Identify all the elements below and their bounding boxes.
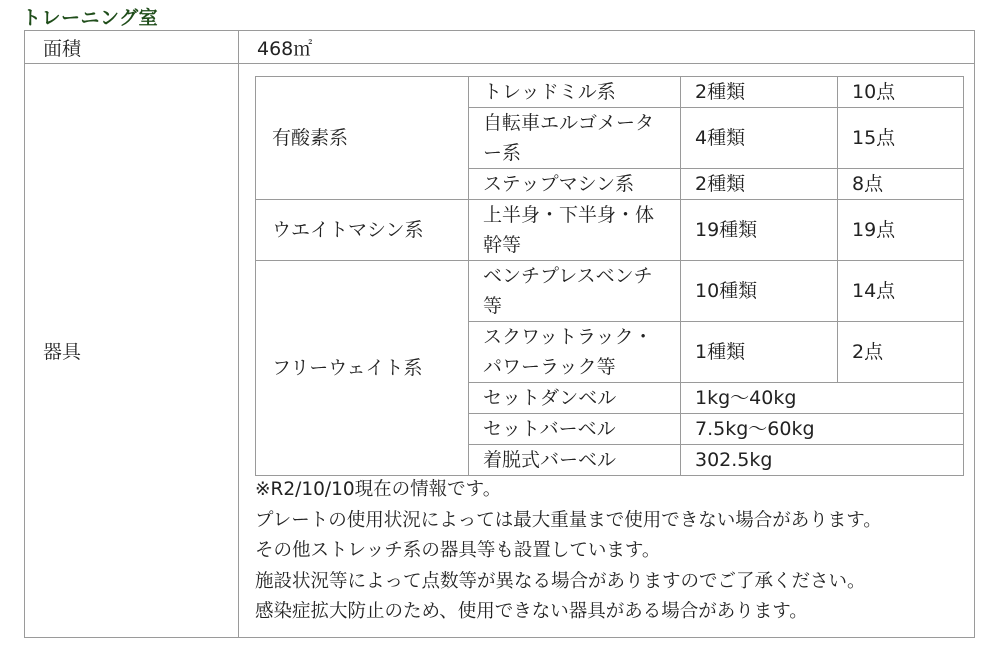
item-name-line: トレッドミル系 — [483, 81, 616, 103]
area-row — [25, 31, 975, 64]
count-cell: 2点 — [838, 322, 964, 383]
item-name-line: 等 — [483, 295, 503, 317]
item-name-line: 幹等 — [483, 234, 522, 256]
note-line: 感染症拡大防止のため、使用できない器具がある場合があります。 — [255, 601, 808, 622]
notes — [255, 475, 882, 628]
count-cell: 15点 — [838, 108, 964, 169]
weight-range-cell: 7.5kg〜60kg — [681, 414, 964, 445]
kinds-cell: 2種類 — [681, 77, 838, 108]
section-title: トレーニング室 — [22, 7, 159, 29]
area-value: 468㎡ — [239, 31, 975, 64]
category-cell: 有酸素系 — [256, 77, 469, 200]
item-name-line: ステップマシン系 — [483, 173, 635, 195]
note-line: プレートの使用状況によっては最大重量まで使用できない場合があります。 — [255, 509, 882, 531]
item-name-cell — [469, 169, 681, 200]
category-cell: フリーウェイト系 — [256, 261, 469, 476]
equipment-row — [25, 64, 975, 638]
category-cell: ウエイトマシン系 — [256, 200, 469, 261]
equipment-item-row — [256, 200, 964, 261]
count-cell: 19点 — [838, 200, 964, 261]
area-label: 面積 — [25, 31, 239, 64]
item-name-cell — [469, 200, 681, 261]
item-name-line: スクワットラック・ — [483, 326, 653, 348]
item-name-cell — [469, 261, 681, 322]
item-name-line: パワーラック等 — [483, 356, 616, 378]
weight-range-cell: 302.5kg — [681, 445, 964, 476]
kinds-cell: 10種類 — [681, 261, 838, 322]
kinds-cell: 1種類 — [681, 322, 838, 383]
equipment-table — [255, 76, 964, 476]
item-name-line: セットバーベル — [483, 418, 616, 440]
count-cell: 10点 — [838, 77, 964, 108]
item-name-cell — [469, 445, 681, 476]
item-name-cell — [469, 383, 681, 414]
item-name-cell — [469, 322, 681, 383]
item-name-line: セットダンベル — [483, 387, 617, 409]
equipment-item-row — [256, 77, 964, 108]
facility-table — [24, 30, 975, 638]
kinds-cell: 2種類 — [681, 169, 838, 200]
equipment-label: 器具 — [25, 64, 239, 638]
item-name-cell — [469, 414, 681, 445]
weight-range-cell: 1kg〜40kg — [681, 383, 964, 414]
note-line: 施設状況等によって点数等が異なる場合がありますのでご了承ください。 — [255, 570, 866, 592]
note-line: ※R2/10/10現在の情報です。 — [255, 479, 502, 500]
item-name-line: ベンチプレスベンチ — [483, 265, 653, 287]
note-line: その他ストレッチ系の器具等も設置しています。 — [255, 540, 661, 561]
equipment-item-row — [256, 261, 964, 322]
item-name-line: 自転車エルゴメータ — [483, 112, 655, 134]
item-name-line: ー系 — [483, 142, 522, 164]
kinds-cell: 19種類 — [681, 200, 838, 261]
item-name-cell — [469, 108, 681, 169]
item-name-line: 上半身・下半身・体 — [483, 204, 655, 226]
count-cell: 14点 — [838, 261, 964, 322]
count-cell: 8点 — [838, 169, 964, 200]
item-name-line: 着脱式バーベル — [483, 449, 617, 471]
item-name-cell — [469, 77, 681, 108]
kinds-cell: 4種類 — [681, 108, 838, 169]
equipment-cell — [239, 64, 975, 638]
